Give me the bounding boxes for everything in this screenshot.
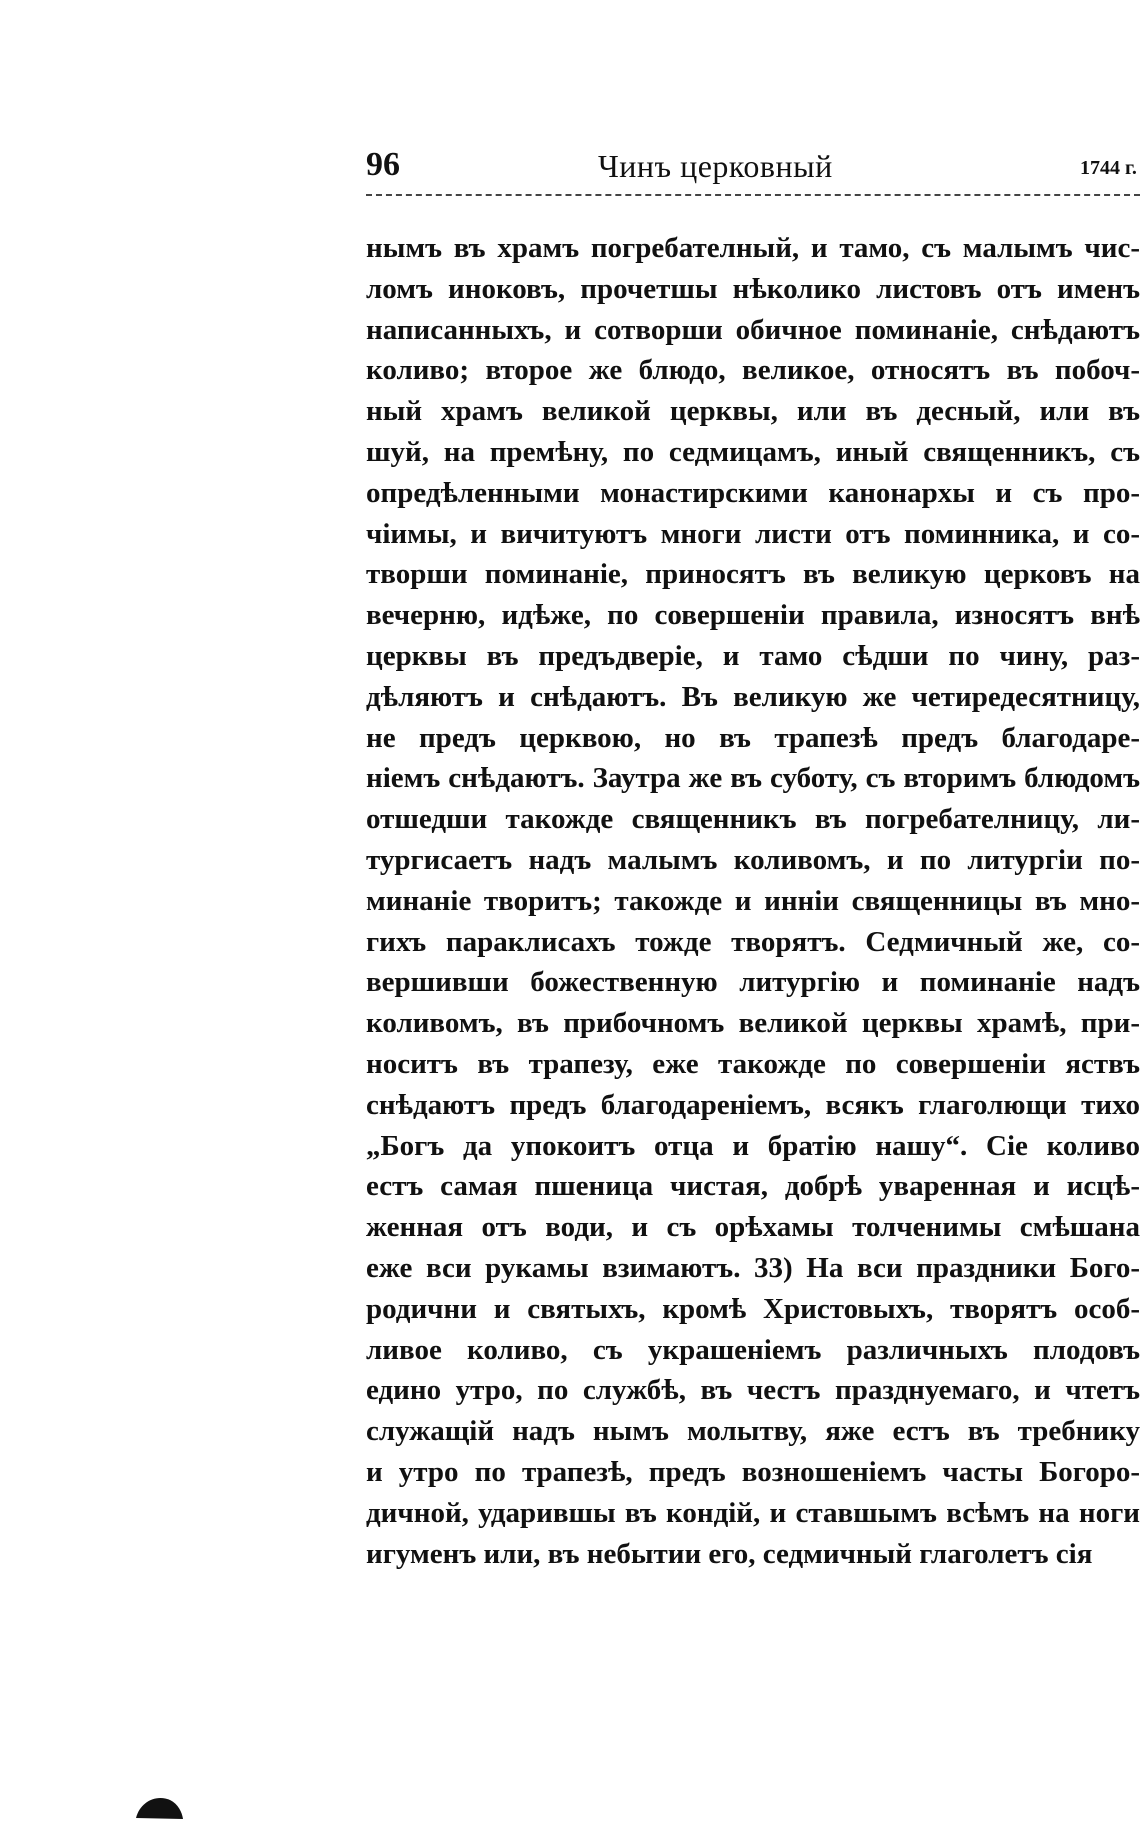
- text-line: дичной, ударившы въ кондій, и ставшымъ всѣмъ на ноги: [366, 1496, 1140, 1529]
- text-line: коливо; второе же блюдо, великое, относятъ въ побоч-: [366, 354, 1140, 387]
- text-line: игуменъ или, въ небытии его, седмичный глаголетъ сія: [366, 1537, 1093, 1570]
- text-line: церквы въ предъдверіе, и тамо сѣдши по чину, раз-: [366, 639, 1140, 672]
- page-header: [366, 148, 1140, 198]
- text-line: нымъ въ храмъ погребателный, и тамо, съ малымъ чис-: [366, 232, 1140, 264]
- text-line: не предъ церквою, но въ трапезѣ предъ благодаре-: [366, 721, 1140, 754]
- text-line: тургисаетъ надъ малымъ коливомъ, и по литургіи по-: [366, 843, 1140, 876]
- text-line: вечерню, идѣже, по совершеніи правила, износятъ внѣ: [366, 599, 1140, 632]
- text-line: шуй, на премѣну, по седмицамъ, иный священникъ, съ: [366, 435, 1140, 468]
- page-number: 96: [366, 146, 400, 183]
- text-line: чіимы, и вичитуютъ многи листи отъ поминника, и со-: [366, 517, 1140, 550]
- text-line: ливое коливо, съ украшеніемъ различныхъ плодовъ: [366, 1333, 1140, 1366]
- text-line: едино утро, по службѣ, въ честъ празднуемаго, и чтетъ: [366, 1374, 1140, 1407]
- text-line: снѣдаютъ предъ благодареніемъ, всякъ глаголющи тихо: [366, 1088, 1140, 1121]
- text-line: вершивши божественную литургію и поминаніе надъ: [366, 966, 1140, 999]
- ink-blot-icon: [134, 1792, 184, 1820]
- running-title: Чинъ церковный: [598, 148, 833, 184]
- text-line: гихъ параклисахъ тожде творятъ. Седмичный же, со-: [366, 925, 1140, 958]
- text-line: ломъ иноковъ, прочетшы нѣколико листовъ отъ именъ: [366, 272, 1140, 305]
- text-line: естъ самая пшеница чистая, добрѣ уваренная и исцѣ-: [366, 1170, 1140, 1203]
- text-line: и утро по трапезѣ, предъ возношеніемъ часты Богоро-: [366, 1455, 1140, 1488]
- text-line: дѣляютъ и снѣдаютъ. Въ великую же четиредесятницу,: [366, 680, 1140, 713]
- text-line: женная отъ води, и съ орѣхамы толченимы смѣшана: [366, 1211, 1140, 1244]
- text-line: родични и святыхъ, кромѣ Христовыхъ, творятъ особ-: [366, 1292, 1140, 1325]
- text-line: служащій надъ нымъ молытву, яже естъ въ требнику: [366, 1415, 1140, 1448]
- text-line: творши поминаніе, приносятъ въ великую церковъ на: [366, 558, 1140, 591]
- year-mark: 1744 г.: [1080, 157, 1137, 179]
- text-line: еже вси рукамы взимаютъ. 33) На вси праздники Бого-: [366, 1251, 1140, 1284]
- text-line: ніемъ снѣдаютъ. Заутра же въ суботу, съ вторимъ блюдомъ: [366, 762, 1140, 795]
- text-line: отшедши такожде священникъ въ погребателницу, ли-: [366, 803, 1140, 836]
- text-line: ный храмъ великой церквы, или въ десный, или въ: [366, 395, 1140, 428]
- body-text: [366, 228, 1140, 1574]
- text-line: опредѣленными монастирскими канонархы и съ про-: [366, 476, 1140, 509]
- text-line: написанныхъ, и сотворши обичное поминаніе, снѣдаютъ: [366, 313, 1140, 346]
- text-line: „Богъ да упокоитъ отца и братію нашу“. Сіе коливо: [366, 1129, 1140, 1162]
- text-line: коливомъ, въ прибочномъ великой церквы храмѣ, при-: [366, 1007, 1140, 1040]
- header-rule: [366, 194, 1140, 196]
- text-line: минаніе творитъ; такожде и инніи священницы въ мно-: [366, 884, 1140, 917]
- text-line: носитъ въ трапезу, еже такожде по совершеніи яствъ: [366, 1047, 1140, 1080]
